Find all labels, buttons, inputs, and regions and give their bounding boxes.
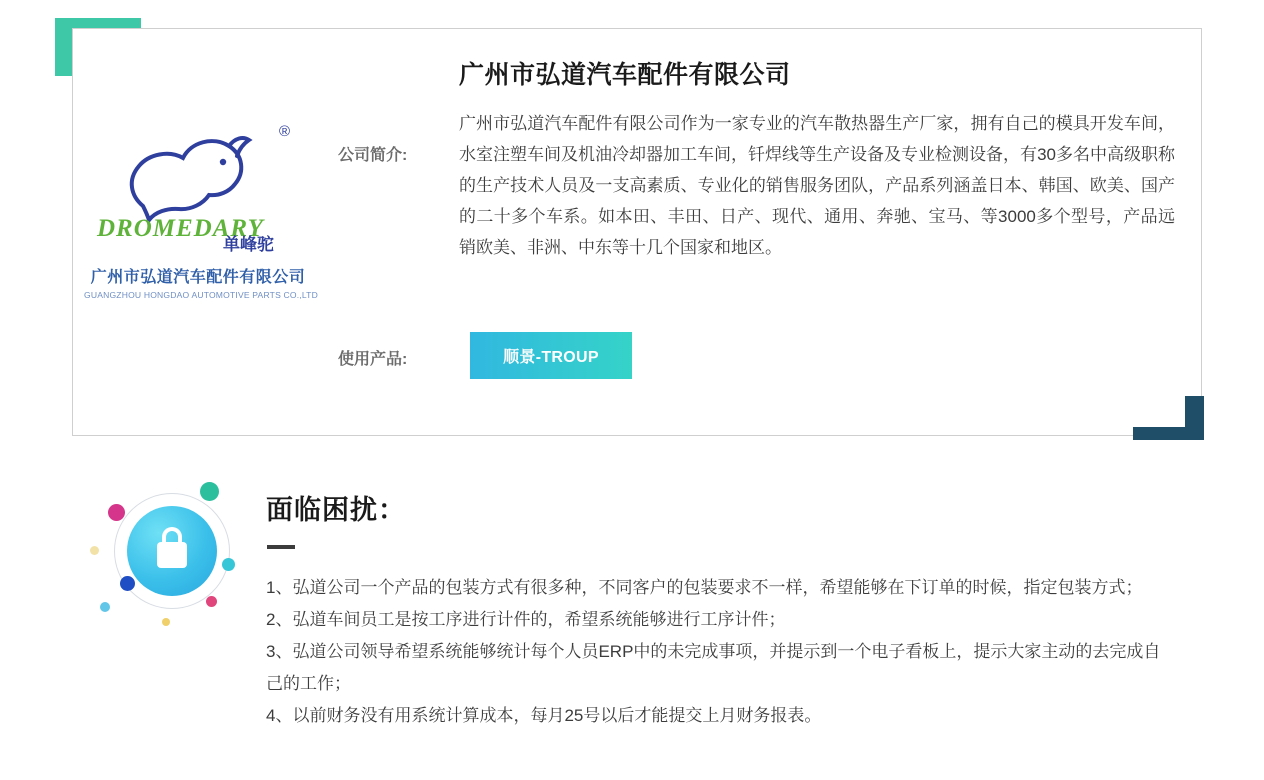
list-item: 3、弘道公司领导希望系统能够统计每个人员ERP中的未完成事项，并提示到一个电子看板上，提示大家主动的去完成自己的工作； bbox=[266, 642, 1161, 693]
dromedary-camel-logo-icon bbox=[83, 110, 313, 260]
decor-dot-green bbox=[200, 482, 219, 501]
decor-dot-pink bbox=[206, 596, 217, 607]
page-title: 广州市弘道汽车配件有限公司 bbox=[459, 61, 791, 89]
product-used-label: 使用产品: bbox=[338, 351, 408, 368]
decor-dot-blue bbox=[120, 576, 135, 591]
problems-heading: 面临困扰： bbox=[266, 495, 406, 525]
svg-text:DROMEDARY: DROMEDARY bbox=[97, 215, 264, 242]
logo-company-name-cn: 广州市弘道汽车配件有限公司 bbox=[90, 269, 306, 286]
decor-dot-yellow bbox=[162, 618, 170, 626]
decor-dot-magenta bbox=[108, 504, 125, 521]
lock-graphic bbox=[82, 466, 252, 636]
lock-body bbox=[157, 542, 187, 568]
company-logo-block bbox=[78, 110, 318, 300]
decor-dot-teal bbox=[222, 558, 235, 571]
list-item: 1、弘道公司一个产品的包装方式有很多种，不同客户的包装要求不一样，希望能够在下订单的时候，指定包装方式； bbox=[266, 578, 1143, 597]
lock-shackle bbox=[162, 527, 182, 547]
svg-text:®: ® bbox=[279, 123, 291, 140]
lock-icon bbox=[127, 506, 217, 596]
corner-accent-dark-mask bbox=[1133, 396, 1185, 427]
company-intro-label: 公司简介: bbox=[338, 147, 408, 164]
list-item: 4、以前财务没有用系统计算成本，每月25号以后才能提交上月财务报表。 bbox=[266, 706, 822, 725]
decor-dot-lightblue bbox=[100, 602, 110, 612]
problems-list bbox=[266, 572, 1171, 732]
logo-company-name-en: GUANGZHOU HONGDAO AUTOMOTIVE PARTS CO.,LTD bbox=[84, 290, 318, 300]
product-used-badge: 顺景-TROUP bbox=[470, 332, 632, 379]
problems-heading-rule bbox=[267, 545, 295, 549]
svg-text:单峰驼: 单峰驼 bbox=[223, 235, 274, 254]
list-item: 2、弘道车间员工是按工序进行计件的，希望系统能够进行工序计件； bbox=[266, 610, 786, 629]
decor-dot-cream bbox=[90, 546, 99, 555]
company-intro-text: 广州市弘道汽车配件有限公司作为一家专业的汽车散热器生产厂家，拥有自己的模具开发车间，水室注塑车间及机油冷却器加工车间，钎焊线等生产设备及专业检测设备，有30多名中高级职称的生产技术人员及一支高素质、专业化的销售服务团队，产品系列涵盖日本、韩国、欧美、国产的二十多个车系。如本田、丰田、日产、现代、通用、奔驰、宝马、等3000多个型号，产品远销欧美、非洲、中东等十几个国家和地区。 bbox=[459, 114, 1175, 257]
